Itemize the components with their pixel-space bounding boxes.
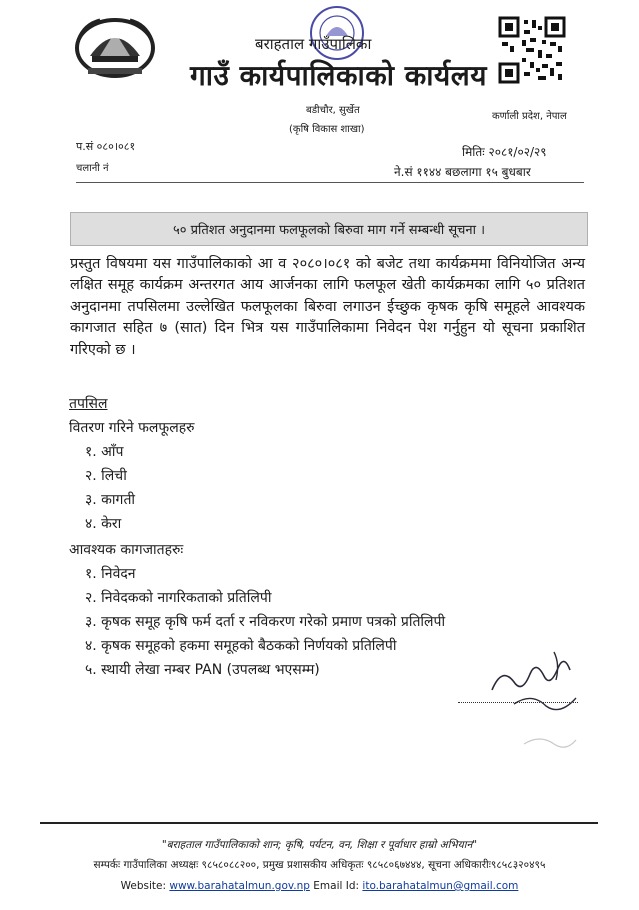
qr-code-icon: [498, 16, 566, 84]
list-item: २. लिची: [85, 468, 127, 484]
website-label: Website:: [120, 880, 167, 892]
documents-list: [85, 562, 445, 682]
list-item: २. निवेदकको नागरिकताको प्रतिलिपी: [85, 590, 272, 606]
notice-date: मितिः २०८१/०२/२९: [462, 145, 547, 159]
notice-body: प्रस्तुत विषयमा यस गाउँपालिकाको आ व २०८०।०८१ को बजेट तथा कार्यक्रममा विनियोजित अन्य लक्षित समूह कार्यक्रम अन्तरगत आय आर्जनका लागि फलफूल खेती कार्यक्रमका लागि ५० प्रतिशत अनुदानमा तपसिलमा उल्लेखित फलफूलका बिरुवा लगाउन ईच्छुक कृषक कृषि समूहले आवश्यक कागजात सहित ७ (सात) दिन भित्र यस गाउँपालिकामा निवेदन पेश गर्नुहुन यो सूचना प्रकाशित गरिएको छ ।: [70, 256, 585, 358]
list-item: ३. कृषक समूह कृषि फर्म दर्ता र नविकरण गरेको प्रमाण पत्रको प्रतिलिपी: [85, 614, 446, 630]
notice-title-band: [70, 212, 588, 246]
header-divider: [76, 182, 584, 183]
email-label: Email Id:: [313, 880, 360, 892]
list-item: १. निवेदन: [85, 566, 136, 582]
reference-number: प.सं ०८०।०८१: [76, 140, 136, 153]
email-link[interactable]: ito.barahatalmun@gmail.com: [362, 880, 519, 892]
distribution-heading: वितरण गरिने फलफूलहरु: [69, 420, 195, 436]
documents-heading: आवश्यक कागजातहरुः: [69, 542, 184, 558]
signature-line: [458, 702, 578, 703]
nepal-samvat-date: ने.सं ११४४ बछलागा १५ बुधबार: [394, 165, 531, 179]
list-item: ४. केरा: [85, 516, 122, 532]
footer-divider: [40, 822, 598, 824]
province-text: कर्णाली प्रदेश, नेपाल: [492, 111, 567, 122]
office-address: बडीचौर, सुर्खेत: [306, 105, 360, 116]
notice-title: ५० प्रतिशत अनुदानमा फलफूलको बिरुवा माग गर्ने सम्बन्धी सूचना ।: [172, 223, 486, 238]
fruit-list: [85, 440, 135, 536]
office-title: गाउँ कार्यपालिकाको कार्यलय: [190, 59, 487, 92]
branch-name: (कृषि विकास शाखा): [289, 124, 365, 135]
footer-contact: सम्पर्कः गाउँपालिका अध्यक्षः ९८५८०८८२००, प्रमुख प्रशासकीय अधिकृतः ९८५८०६७४४४, सूचना अधिकारीः९८५८३२०४९५: [93, 859, 546, 871]
signature: [484, 646, 594, 718]
list-item: ४. कृषक समूहको हकमा समूहको बैठकको निर्णयको प्रतिलिपी: [85, 638, 397, 654]
office-name: बराहताल गाउँपालिका: [255, 35, 372, 53]
schedule-heading: तपसिल: [69, 396, 108, 412]
footer-web: [0, 880, 639, 892]
list-item: १. आँप: [85, 444, 124, 460]
nepal-emblem-icon: [70, 10, 160, 80]
list-item: ५. स्थायी लेखा नम्बर PAN (उपलब्ध भएसम्म): [85, 662, 320, 678]
footer-slogan: "बराहताल गाउँपालिकाको शान; कृषि, पर्यटन, वन, शिक्षा र पूर्वाधार हाम्रो अभियान": [161, 839, 478, 851]
dispatch-number: चलानी नं: [76, 163, 109, 174]
faint-stamp-icon: [520, 730, 580, 756]
website-link[interactable]: www.barahatalmun.gov.np: [169, 880, 310, 892]
list-item: ३. कागती: [85, 492, 136, 508]
